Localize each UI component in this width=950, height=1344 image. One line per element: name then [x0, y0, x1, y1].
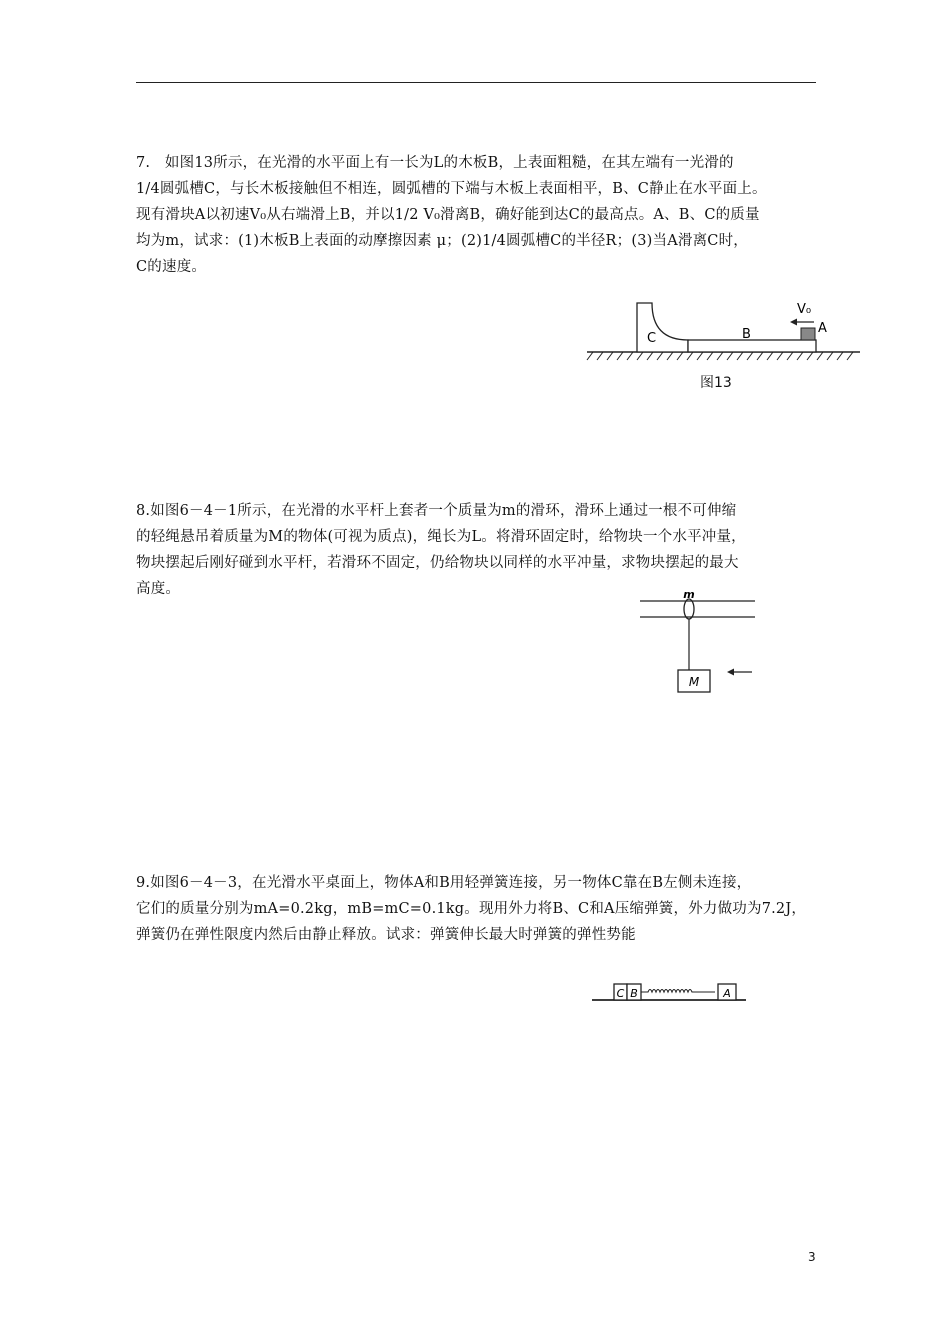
header-rule — [136, 82, 816, 83]
spring-blocks-diagram — [590, 978, 750, 1004]
problem-9-line-2: 它们的质量分别为mA=0.2kg，mB=mC=0.1kg。现用外力将B、C和A压缩弹簧，外力做功为7.2J， — [136, 901, 807, 917]
arc-slot-c — [637, 303, 688, 352]
spring — [641, 990, 715, 993]
pendulum-ring-diagram — [636, 588, 761, 698]
label-c: C — [616, 987, 625, 1000]
problem-8-line-2: 的轻绳悬吊着质量为M的物体(可视为质点)，绳长为L。将滑环固定时，给物块一个水平冲量， — [136, 529, 746, 545]
problem-7-line-4: 均为m，试求：(1)木板B上表面的动摩擦因素 μ；(2)1/4圆弧槽C的半径R；(3)当A滑离C时， — [136, 233, 748, 249]
figure-13-caption: 图13 — [700, 375, 732, 391]
label-a: A — [723, 987, 731, 1000]
label-a: A — [818, 321, 827, 336]
page-number: 3 — [808, 1250, 816, 1264]
problem-8 — [136, 498, 816, 602]
problem-7-line-3: 现有滑块A以初速V₀从右端滑上B，并以1/2 V₀滑离B，确好能到达C的最高点。A、B、C的质量 — [136, 207, 760, 223]
problem-9-line-1: 9.如图6－4－3，在光滑水平桌面上，物体A和B用轻弹簧连接，另一物体C靠在B左侧未连接， — [136, 875, 752, 891]
problem-9-line-3: 弹簧仍在弹性限度内然后由静止释放。试求：弹簧伸长最大时弹簧的弹性势能 — [136, 927, 636, 943]
problem-7-line-2: 1/4圆弧槽C，与长木板接触但不相连，圆弧槽的下端与木板上表面相平，B、C静止在水平面上。 — [136, 181, 767, 197]
slide-ring — [684, 599, 694, 619]
label-b: B — [630, 987, 638, 1000]
label-b: B — [742, 327, 751, 342]
label-block-m: M — [688, 675, 700, 689]
board-b — [688, 340, 816, 352]
problem-8-line-3: 物块摆起后刚好碰到水平杆，若滑环不固定，仍给物块以同样的水平冲量，求物块摆起的最大 — [136, 555, 739, 571]
problem-8-line-1: 8.如图6－4－1所示，在光滑的水平杆上套者一个质量为m的滑环，滑环上通过一根不可伸缩 — [136, 503, 737, 519]
label-v0: V₀ — [797, 302, 812, 317]
figure-13-diagram — [585, 295, 865, 380]
label-ring-m: m — [683, 588, 695, 601]
problem-7-line-1: 7. 如图13所示，在光滑的水平面上有一长为L的木板B，上表面粗糙，在其左端有一光滑的 — [136, 155, 734, 171]
problem-7 — [136, 150, 816, 280]
problem-7-line-5: C的速度。 — [136, 259, 207, 275]
label-c: C — [647, 331, 657, 346]
problem-9 — [136, 870, 816, 948]
problem-8-line-4: 高度。 — [136, 581, 181, 597]
block-a — [801, 328, 815, 340]
